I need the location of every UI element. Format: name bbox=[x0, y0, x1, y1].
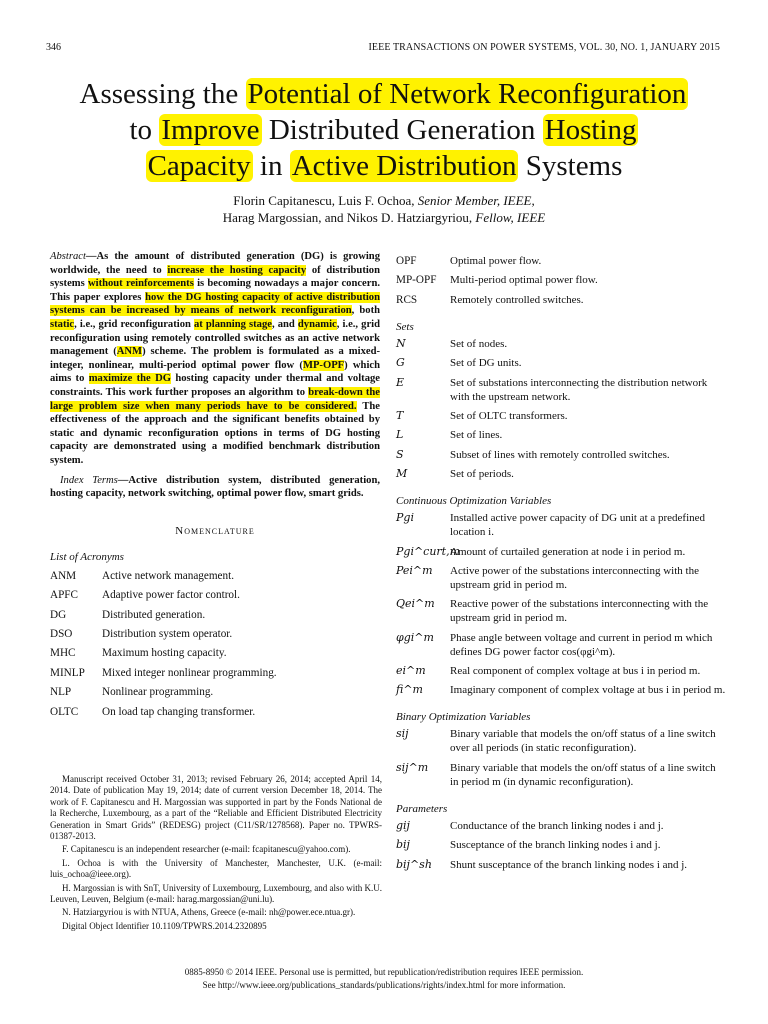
entry-definition: Remotely controlled switches. bbox=[450, 293, 584, 306]
doi: Digital Object Identifier 10.1109/TPWRS.2014.2320895 bbox=[62, 920, 267, 931]
title-highlight: Hosting bbox=[544, 114, 637, 146]
entry-definition: Set of DG units. bbox=[450, 357, 522, 370]
continuous-vars-list bbox=[396, 511, 726, 697]
entry-symbol: M bbox=[396, 467, 408, 481]
entry-definition: Binary variable that models the on/off status of a line switch in period m (in dynamic reconfiguration). bbox=[450, 761, 716, 788]
entry-symbol: DSO bbox=[50, 627, 73, 640]
acronym-list bbox=[50, 567, 380, 722]
entry-definition: Distribution system operator. bbox=[102, 627, 233, 640]
entry-definition: Mixed integer nonlinear programming. bbox=[102, 666, 277, 679]
sets-list bbox=[396, 337, 726, 481]
nomenclature-entry bbox=[50, 606, 380, 625]
footnote: N. Hatziargyriou is with NTUA, Athens, Greece (e-mail: nh@power.ece.ntua.gr). bbox=[62, 907, 356, 918]
entry-definition: Set of lines. bbox=[450, 429, 503, 442]
entry-symbol: sij bbox=[396, 727, 409, 741]
entry-definition: Real component of complex voltage at bus i in period m. bbox=[450, 665, 701, 678]
entry-symbol: fi^m bbox=[396, 683, 423, 697]
highlight: at planning stage bbox=[193, 318, 272, 330]
entry-symbol: MHC bbox=[50, 647, 76, 660]
entry-symbol: Pgi bbox=[396, 511, 414, 525]
entry-symbol: MINLP bbox=[50, 666, 85, 679]
index-terms: Index Terms—Active distribution system, distributed generation, hosting capacity, network switching, optimal power flow, smart grids. bbox=[50, 474, 380, 500]
nomenclature-entry bbox=[396, 858, 726, 872]
footnote: Manuscript received October 31, 2013; revised February 26, 2014; accepted April 14, 2014. Date of publication May 19, 2014; date of current version December 18, 2014. The work of F. Capitanescu and H. Margossian was supported in part by the Fonds National de la Recherche, Luxembourg, as a part of the “Reliable and Efficient Distributed Electricity Generation in Smart Grids” (REDESG) project (C11/SR/1278568). Paper no. TPWRS-01387-2013. bbox=[50, 774, 382, 842]
parameters-list bbox=[396, 819, 726, 872]
entry-symbol: Qei^m bbox=[396, 597, 435, 611]
entry-symbol: G bbox=[396, 356, 405, 370]
copyright-notice: 0885-8950 © 2014 IEEE. Personal use is permitted, but republication/redistribution requires IEEE permission. See http://www.ieee.org/publications_standards/publications/rights/index.html for more information. bbox=[184, 967, 584, 990]
title-highlight: Potential of Network Reconfiguration bbox=[247, 78, 687, 110]
entry-symbol: S bbox=[396, 447, 404, 461]
nomenclature-entry bbox=[396, 337, 726, 351]
entry-definition: Nonlinear programming. bbox=[102, 686, 214, 699]
page-number: 346 bbox=[46, 42, 61, 53]
highlight: static bbox=[50, 318, 75, 330]
nomenclature-entry bbox=[396, 664, 726, 678]
nomenclature-entry bbox=[396, 838, 726, 852]
entry-definition: Amount of curtailed generation at node i in period m. bbox=[450, 545, 686, 558]
nomenclature-entry bbox=[396, 511, 726, 539]
nomenclature-entry bbox=[396, 273, 726, 287]
footnote: H. Margossian is with SnT, University of Luxembourg, Luxembourg, and also with K.U. Leuven, Leuven, Belgium (e-mail: harag.margossian@uni.lu). bbox=[50, 882, 382, 905]
nomenclature-entry bbox=[50, 703, 380, 722]
title-highlight: Active Distribution bbox=[291, 150, 517, 182]
highlight: dynamic bbox=[297, 318, 337, 330]
acronyms-heading: List of Acronyms bbox=[50, 550, 124, 563]
author-list: Florin Capitanescu, Luis F. Ochoa, Senior Member, IEEE, Harag Margossian, and Nikos D. Hatziargyriou, Fellow, IEEE bbox=[222, 193, 546, 225]
highlight: MP-OPF bbox=[302, 359, 345, 371]
acronym-list-continued bbox=[396, 254, 726, 307]
title-highlight: Capacity bbox=[147, 150, 251, 182]
nomenclature-entry bbox=[396, 293, 726, 307]
footnotes bbox=[50, 774, 382, 932]
entry-symbol: OPF bbox=[396, 255, 417, 267]
entry-symbol: T bbox=[396, 408, 404, 422]
entry-definition: Adaptive power factor control. bbox=[102, 589, 240, 602]
nomenclature-entry bbox=[50, 625, 380, 644]
entry-symbol: Pgi^curt,m bbox=[396, 544, 461, 558]
paper-title: Assessing the Potential of Network Reconfiguration to Improve Distributed Generation Hosting Capacity in Active Distribution Systems bbox=[79, 78, 687, 182]
nomenclature-entry bbox=[396, 448, 726, 462]
entry-symbol: OLTC bbox=[50, 705, 79, 718]
entry-symbol: bij^sh bbox=[396, 857, 432, 871]
nomenclature-entry bbox=[50, 683, 380, 702]
nomenclature-entry bbox=[396, 467, 726, 481]
highlight: break-down the large problem size when many periods have to be considered. bbox=[50, 386, 380, 412]
nomenclature-entry bbox=[50, 567, 380, 586]
running-header bbox=[46, 42, 720, 56]
entry-definition: Reactive power of the substations interconnecting with the upstream grid in period m. bbox=[450, 598, 709, 625]
highlight: how the DG hosting capacity of active distribution systems can be increased by means of network reconfiguration bbox=[50, 291, 380, 317]
nomenclature-entry bbox=[396, 428, 726, 442]
nomenclature-entry bbox=[396, 545, 726, 559]
nomenclature-entry bbox=[396, 683, 726, 697]
entry-definition: Active power of the substations interconnecting with the upstream grid in period m. bbox=[450, 564, 699, 591]
nomenclature-entry bbox=[396, 254, 726, 268]
entry-definition: Set of nodes. bbox=[450, 337, 508, 350]
entry-definition: Subset of lines with remotely controlled switches. bbox=[450, 448, 670, 461]
entry-definition: Imaginary component of complex voltage at bus i in period m. bbox=[450, 684, 726, 697]
continuous-vars-heading: Continuous Optimization Variables bbox=[396, 495, 552, 508]
highlight: maximize the DG bbox=[88, 373, 171, 385]
entry-definition: Binary variable that models the on/off status of a line switch over all periods (in static reconfiguration). bbox=[450, 728, 716, 755]
section-heading-nomenclature: Nomenclature bbox=[175, 524, 255, 537]
entry-symbol: sij^m bbox=[396, 760, 429, 774]
entry-symbol: MP-OPF bbox=[396, 274, 437, 287]
abstract: Abstract—As the amount of distributed generation (DG) is growing worldwide, the need to increase the hosting capacity of distribution systems without reinforcements is becoming nowadays a major concern. This paper explores how the DG hosting capacity of active distribution systems can be increased by means of network reconfiguration, both static, i.e., grid reconfiguration at planning stage, and dynamic, i.e., grid reconfiguration using remotely controlled switches as an active network management (ANM) scheme. The problem is formulated as a mixed-integer, nonlinear, multi-period optimal power flow (MP-OPF) which aims to maximize the DG hosting capacity under thermal and voltage constraints. This work further proposes an algorithm to break-down the large problem size when many periods have to be considered. The effectiveness of the approach and the significant benefits obtained by static and dynamic reconfiguration options in terms of DG hosting capacity are demonstrated using a modified benchmark distribution system. bbox=[50, 251, 381, 466]
journal-name: IEEE TRANSACTIONS ON POWER SYSTEMS, VOL. 30, NO. 1, JANUARY 2015 bbox=[368, 42, 720, 53]
footnote: F. Capitanescu is an independent researcher (e-mail: fcapitanescu@yahoo.com). bbox=[62, 844, 351, 855]
entry-definition: Phase angle between voltage and current in period m which defines DG power factor cos(φgi^m). bbox=[450, 631, 713, 658]
highlight: ANM bbox=[116, 346, 143, 358]
parameters-heading: Parameters bbox=[396, 802, 448, 815]
entry-definition: Distributed generation. bbox=[102, 608, 206, 621]
entry-definition: Multi-period optimal power flow. bbox=[450, 274, 598, 287]
nomenclature-entry bbox=[396, 727, 726, 755]
entry-definition: Susceptance of the branch linking nodes i and j. bbox=[450, 839, 661, 852]
nomenclature-entry bbox=[50, 664, 380, 683]
entry-definition: Maximum hosting capacity. bbox=[102, 647, 227, 660]
entry-symbol: APFC bbox=[50, 589, 78, 602]
entry-symbol: E bbox=[396, 375, 405, 389]
entry-symbol: φgi^m bbox=[396, 630, 434, 644]
binary-vars-list bbox=[396, 727, 726, 788]
entry-definition: On load tap changing transformer. bbox=[102, 705, 256, 718]
highlight: increase the hosting capacity bbox=[167, 264, 307, 276]
entry-symbol: ei^m bbox=[396, 664, 426, 678]
right-column bbox=[396, 254, 726, 877]
entry-definition: Optimal power flow. bbox=[450, 255, 542, 267]
nomenclature-entry bbox=[396, 356, 726, 370]
entry-symbol: NLP bbox=[50, 686, 72, 699]
entry-symbol: RCS bbox=[396, 293, 418, 306]
nomenclature-entry bbox=[396, 819, 726, 833]
nomenclature-entry bbox=[396, 631, 726, 659]
entry-symbol: L bbox=[396, 428, 404, 442]
nomenclature-entry bbox=[396, 597, 726, 625]
entry-symbol: gij bbox=[396, 818, 410, 832]
entry-definition: Conductance of the branch linking nodes i and j. bbox=[450, 819, 664, 832]
sets-heading: Sets bbox=[396, 320, 414, 333]
entry-symbol: ANM bbox=[50, 569, 77, 582]
entry-definition: Set of OLTC transformers. bbox=[450, 409, 568, 422]
left-column bbox=[50, 250, 380, 722]
entry-definition: Shunt susceptance of the branch linking nodes i and j. bbox=[450, 858, 688, 871]
nomenclature-entry bbox=[50, 586, 380, 605]
nomenclature-entry bbox=[396, 564, 726, 592]
binary-vars-heading: Binary Optimization Variables bbox=[396, 711, 531, 724]
entry-symbol: Pei^m bbox=[396, 563, 433, 577]
footnote: L. Ochoa is with the University of Manchester, Manchester, U.K. (e-mail: luis_ochoa@ieee.org). bbox=[50, 857, 382, 880]
nomenclature-entry bbox=[396, 761, 726, 789]
entry-definition: Installed active power capacity of DG unit at a predefined location i. bbox=[450, 512, 706, 539]
title-highlight: Improve bbox=[161, 114, 260, 146]
entry-definition: Active network management. bbox=[102, 569, 235, 582]
entry-definition: Set of periods. bbox=[450, 468, 514, 481]
nomenclature-entry bbox=[50, 644, 380, 663]
nomenclature-entry bbox=[396, 409, 726, 423]
entry-symbol: N bbox=[396, 336, 406, 350]
entry-symbol: DG bbox=[50, 608, 67, 621]
entry-definition: Set of substations interconnecting the distribution network with the upstream network. bbox=[450, 376, 708, 403]
entry-symbol: bij bbox=[396, 838, 410, 852]
nomenclature-entry bbox=[396, 376, 726, 404]
highlight: without reinforcements bbox=[87, 278, 194, 290]
